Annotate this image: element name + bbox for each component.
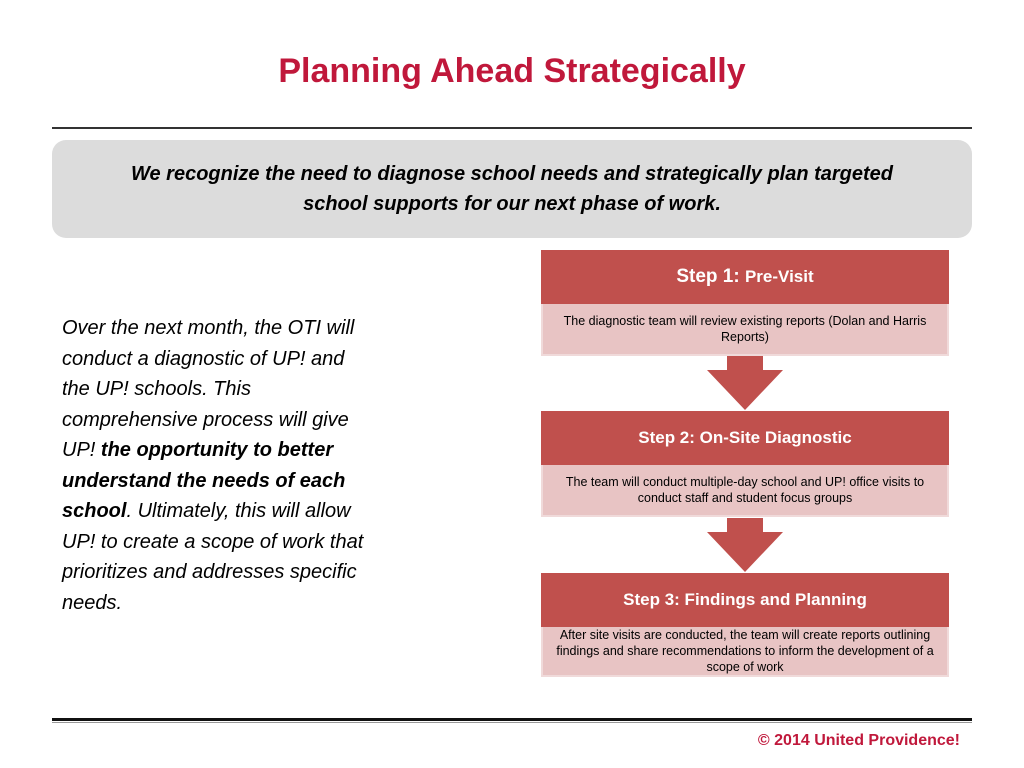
footer-divider-thin [52,722,972,723]
overview-text-part1: Over the next month, the OTI will conduct a diagnostic of UP! and the UP! schools. This comprehensive process will give UP! [62,317,355,461]
step-3-description-text: After site visits are conducted, the team will create reports outlining findings and share recommendations to inform the development of a scope of work [556,628,934,674]
step-1-description-text: The diagnostic team will review existing reports (Dolan and Harris Reports) [563,314,927,344]
step-3-label: Step 3: Findings and Planning [623,590,867,609]
title-divider [52,127,972,129]
step-2-description-text: The team will conduct multiple-day school and UP! office visits to conduct staff and student focus groups [565,475,925,505]
step-3-header [541,573,949,627]
overview-text-part2: . Ultimately, this will allow UP! to create a scope of work that prioritizes and addresses specific needs. [62,500,364,614]
step-2-description [541,465,949,517]
step-1-header [541,250,949,304]
summary-banner [52,140,972,238]
overview-paragraph [62,313,372,618]
overview-text-bold: the opportunity to better understand the needs of each school [62,439,346,522]
copyright-footer: © 2014 United Providence! [757,732,960,749]
step-2-label: Step 2: On-Site Diagnostic [638,428,852,447]
step-1-name: Pre-Visit [744,267,814,286]
step-1-label: Step 1: [676,266,745,287]
footer-divider [52,718,972,721]
step-1-description [541,304,949,356]
summary-banner-text: We recognize the need to diagnose school needs and strategically plan targeted school supports for our next phase of work. [130,163,894,215]
down-arrow-icon [705,518,785,572]
slide-title: Planning Ahead Strategically [278,52,746,90]
step-2-header [541,411,949,465]
step-3-description [541,627,949,677]
down-arrow-icon [705,356,785,410]
